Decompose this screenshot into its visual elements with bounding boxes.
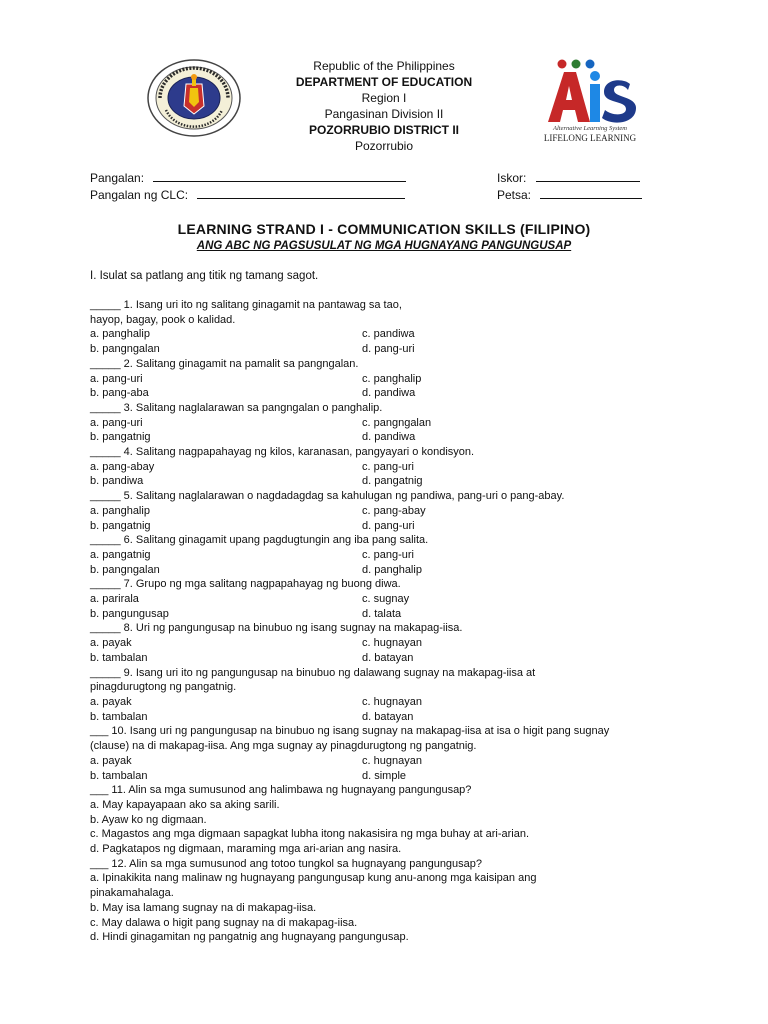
question-1: [90, 298, 730, 357]
answer-option: d. batayan: [362, 710, 414, 723]
question-text: pinagdurugtong ng pangatnig.: [90, 681, 237, 694]
question-text: _____ 1. Isang uri ito ng salitang ginagamit na pantawag sa tao,: [90, 299, 402, 311]
answer-option: d. batayan: [362, 651, 414, 664]
question-text: _____ 7. Grupo ng mga salitang nagpapahayag ng buong diwa.: [90, 578, 401, 591]
answer-option: c. pang-abay: [362, 504, 426, 517]
options-row: [90, 460, 730, 475]
answer-option: b. pangngalan: [90, 563, 160, 576]
answer-option: a. pang-uri: [90, 372, 143, 385]
answer-option: d. pang-uri: [362, 519, 415, 532]
header-block: [234, 58, 534, 154]
question-7: [90, 577, 730, 621]
answer-option: a. parirala: [90, 593, 139, 606]
question-text: _____ 9. Isang uri ito ng pangungusap na binubuo ng dalawang sugnay na makapag-iisa at: [90, 666, 536, 679]
answer-option: a. pang-uri: [90, 416, 143, 429]
answer-option: a. pang-abay: [90, 460, 155, 473]
answer-option: c. pangngalan: [362, 416, 432, 429]
answer-option: c. hugnayan: [362, 754, 422, 767]
name-label: Pangalan:: [90, 171, 145, 185]
answer-option: b. pandiwa: [90, 475, 144, 488]
options-row: [90, 769, 730, 784]
question-text: ___ 11. Alin sa mga sumusunod ang halimbawa ng hugnayang pangungusap?: [90, 784, 472, 797]
answer-option: d. Hindi ginagamitan ng pangatnig ang hugnayang pangungusap.: [90, 931, 409, 944]
answer-option: d. Pagkatapos ng digmaan, maraming mga ari-arian ang nasira.: [90, 843, 402, 856]
question-9: [90, 666, 730, 725]
question-text: _____ 6. Salitang ginagamit upang pagdugtungin ang iba pang salita.: [90, 534, 429, 547]
answer-option: b. Ayaw ko ng digmaan.: [90, 813, 207, 826]
logo-subtitle: Alternative Learning System: [552, 125, 628, 132]
clc-field: [90, 187, 405, 202]
answer-option: c. Magastos ang mga digmaan sapagkat lubha itong nakasisira ng mga buhay at ari-arian.: [90, 828, 530, 841]
date-blank[interactable]: [540, 187, 642, 199]
question-text: ___ 12. Alin sa mga sumusunod ang totoo tungkol sa hugnayang pangungusap?: [90, 857, 483, 870]
answer-option: b. pangatnig: [90, 431, 151, 444]
question-text: _____ 4. Salitang nagpapahayag ng kilos, karanasan, pangyayari o kondisyon.: [90, 446, 475, 459]
question-text: hayop, bagay, pook o kalidad.: [90, 313, 236, 326]
question-4: [90, 445, 730, 489]
answer-option: c. May dalawa o higit pang sugnay na di makapag-iisa.: [90, 916, 358, 929]
answer-option: d. pangatnig: [362, 475, 423, 488]
answer-option: a. Ipinakikita nang malinaw ng hugnayang pangungusap kung anu-anong mga kaisipan ang: [90, 872, 537, 885]
answer-option: a. panghalip: [90, 328, 150, 341]
score-field: [497, 170, 640, 185]
answer-option: c. pang-uri: [362, 460, 414, 473]
answer-option: b. May isa lamang sugnay na di makapag-iisa.: [90, 901, 317, 914]
score-label: Iskor:: [497, 171, 527, 185]
question-6: [90, 533, 730, 577]
answer-option: d. talata: [362, 607, 402, 620]
options-row: [90, 636, 730, 651]
answer-option: d. pang-uri: [362, 343, 415, 356]
header-line-district: POZORRUBIO DISTRICT II: [309, 123, 459, 137]
question-text: ___ 10. Isang uri ng pangungusap na binubuo ng isang sugnay na makapag-iisa at isa o higit pang sugnay: [90, 725, 610, 738]
options-row: [90, 372, 730, 387]
options-row: [90, 327, 730, 342]
question-text: _____ 3. Salitang naglalarawan sa pangngalan o panghalip.: [90, 401, 383, 414]
answer-option: c. sugnay: [362, 593, 410, 606]
logo-tagline: LIFELONG LEARNING: [543, 133, 637, 143]
header-line-region: Region I: [361, 91, 407, 105]
answer-option: c. pang-uri: [362, 548, 414, 561]
answer-option: d. pandiwa: [362, 387, 416, 400]
question-10: [90, 724, 730, 783]
question-text: _____ 5. Salitang naglalarawan o nagdadagdag sa kahulugan ng pandiwa, pang-uri o pang-abay.: [90, 490, 565, 503]
answer-option: c. hugnayan: [362, 637, 422, 650]
answer-option: b. pangungusap: [90, 607, 169, 620]
options-row: [90, 710, 730, 725]
answer-option: d. pandiwa: [362, 431, 416, 444]
header-line-republic: Republic of the Philippines: [313, 59, 455, 73]
options-row: [90, 695, 730, 710]
answer-option: a. May kapayapaan ako sa aking sarili.: [90, 798, 280, 811]
options-row: [90, 754, 730, 769]
options-row: [90, 474, 730, 489]
question-12: [90, 857, 730, 945]
options-row: [90, 386, 730, 401]
answer-option: d. panghalip: [362, 563, 422, 576]
answer-option: b. tambalan: [90, 769, 148, 782]
header-line-town: Pozorrubio: [354, 139, 414, 153]
answer-option: b. tambalan: [90, 651, 148, 664]
date-label: Petsa:: [497, 188, 532, 202]
clc-blank[interactable]: [197, 187, 405, 199]
answer-option: b. tambalan: [90, 710, 148, 723]
score-blank[interactable]: [536, 170, 640, 182]
options-row: [90, 430, 730, 445]
answer-option: a. payak: [90, 695, 132, 708]
name-field: [90, 170, 406, 185]
answer-option: pinakamahalaga.: [90, 887, 174, 900]
options-row: [90, 504, 730, 519]
answer-option: b. pangngalan: [90, 343, 160, 356]
answer-option: c. pandiwa: [362, 328, 415, 341]
header-line-department: DEPARTMENT OF EDUCATION: [295, 75, 473, 89]
name-blank[interactable]: [153, 170, 406, 182]
answer-option: c. hugnayan: [362, 695, 422, 708]
answer-option: b. pang-aba: [90, 387, 149, 400]
answer-option: a. payak: [90, 637, 132, 650]
options-row: [90, 563, 730, 578]
questions-list: [90, 298, 730, 945]
answer-option: b. pangatnig: [90, 519, 151, 532]
question-8: [90, 621, 730, 665]
options-row: [90, 607, 730, 622]
options-row: [90, 342, 730, 357]
options-row: [90, 519, 730, 534]
options-row: [90, 592, 730, 607]
question-11: [90, 783, 730, 857]
question-text: _____ 2. Salitang ginagamit na pamalit sa pangngalan.: [90, 357, 359, 370]
answer-option: a. payak: [90, 754, 132, 767]
question-text: _____ 8. Uri ng pangungusap na binubuo ng isang sugnay na makapag-iisa.: [90, 622, 463, 635]
options-row: [90, 548, 730, 563]
answer-option: a. panghalip: [90, 504, 150, 517]
date-field: [497, 187, 642, 202]
question-5: [90, 489, 730, 533]
question-2: [90, 357, 730, 401]
als-logo: [532, 56, 648, 144]
question-3: [90, 401, 730, 445]
answer-option: c. panghalip: [362, 372, 422, 385]
options-row: [90, 651, 730, 666]
options-row: [90, 416, 730, 431]
strand-title: LEARNING STRAND I - COMMUNICATION SKILLS (FILIPINO): [177, 221, 591, 237]
instruction-text: I. Isulat sa patlang ang titik ng tamang sagot.: [90, 270, 319, 282]
answer-option: a. pangatnig: [90, 548, 151, 561]
deped-seal-logo: [146, 58, 242, 138]
header-line-division: Pangasinan Division II: [324, 107, 444, 121]
strand-subtitle: ANG ABC NG PAGSUSULAT NG MGA HUGNAYANG PANGUNGUSAP: [196, 240, 572, 252]
answer-option: d. simple: [362, 769, 407, 782]
clc-label: Pangalan ng CLC:: [90, 188, 189, 202]
question-text: (clause) na di makapag-iisa. Ang mga sugnay ay pinagdurugtong ng pangatnig.: [90, 740, 477, 753]
